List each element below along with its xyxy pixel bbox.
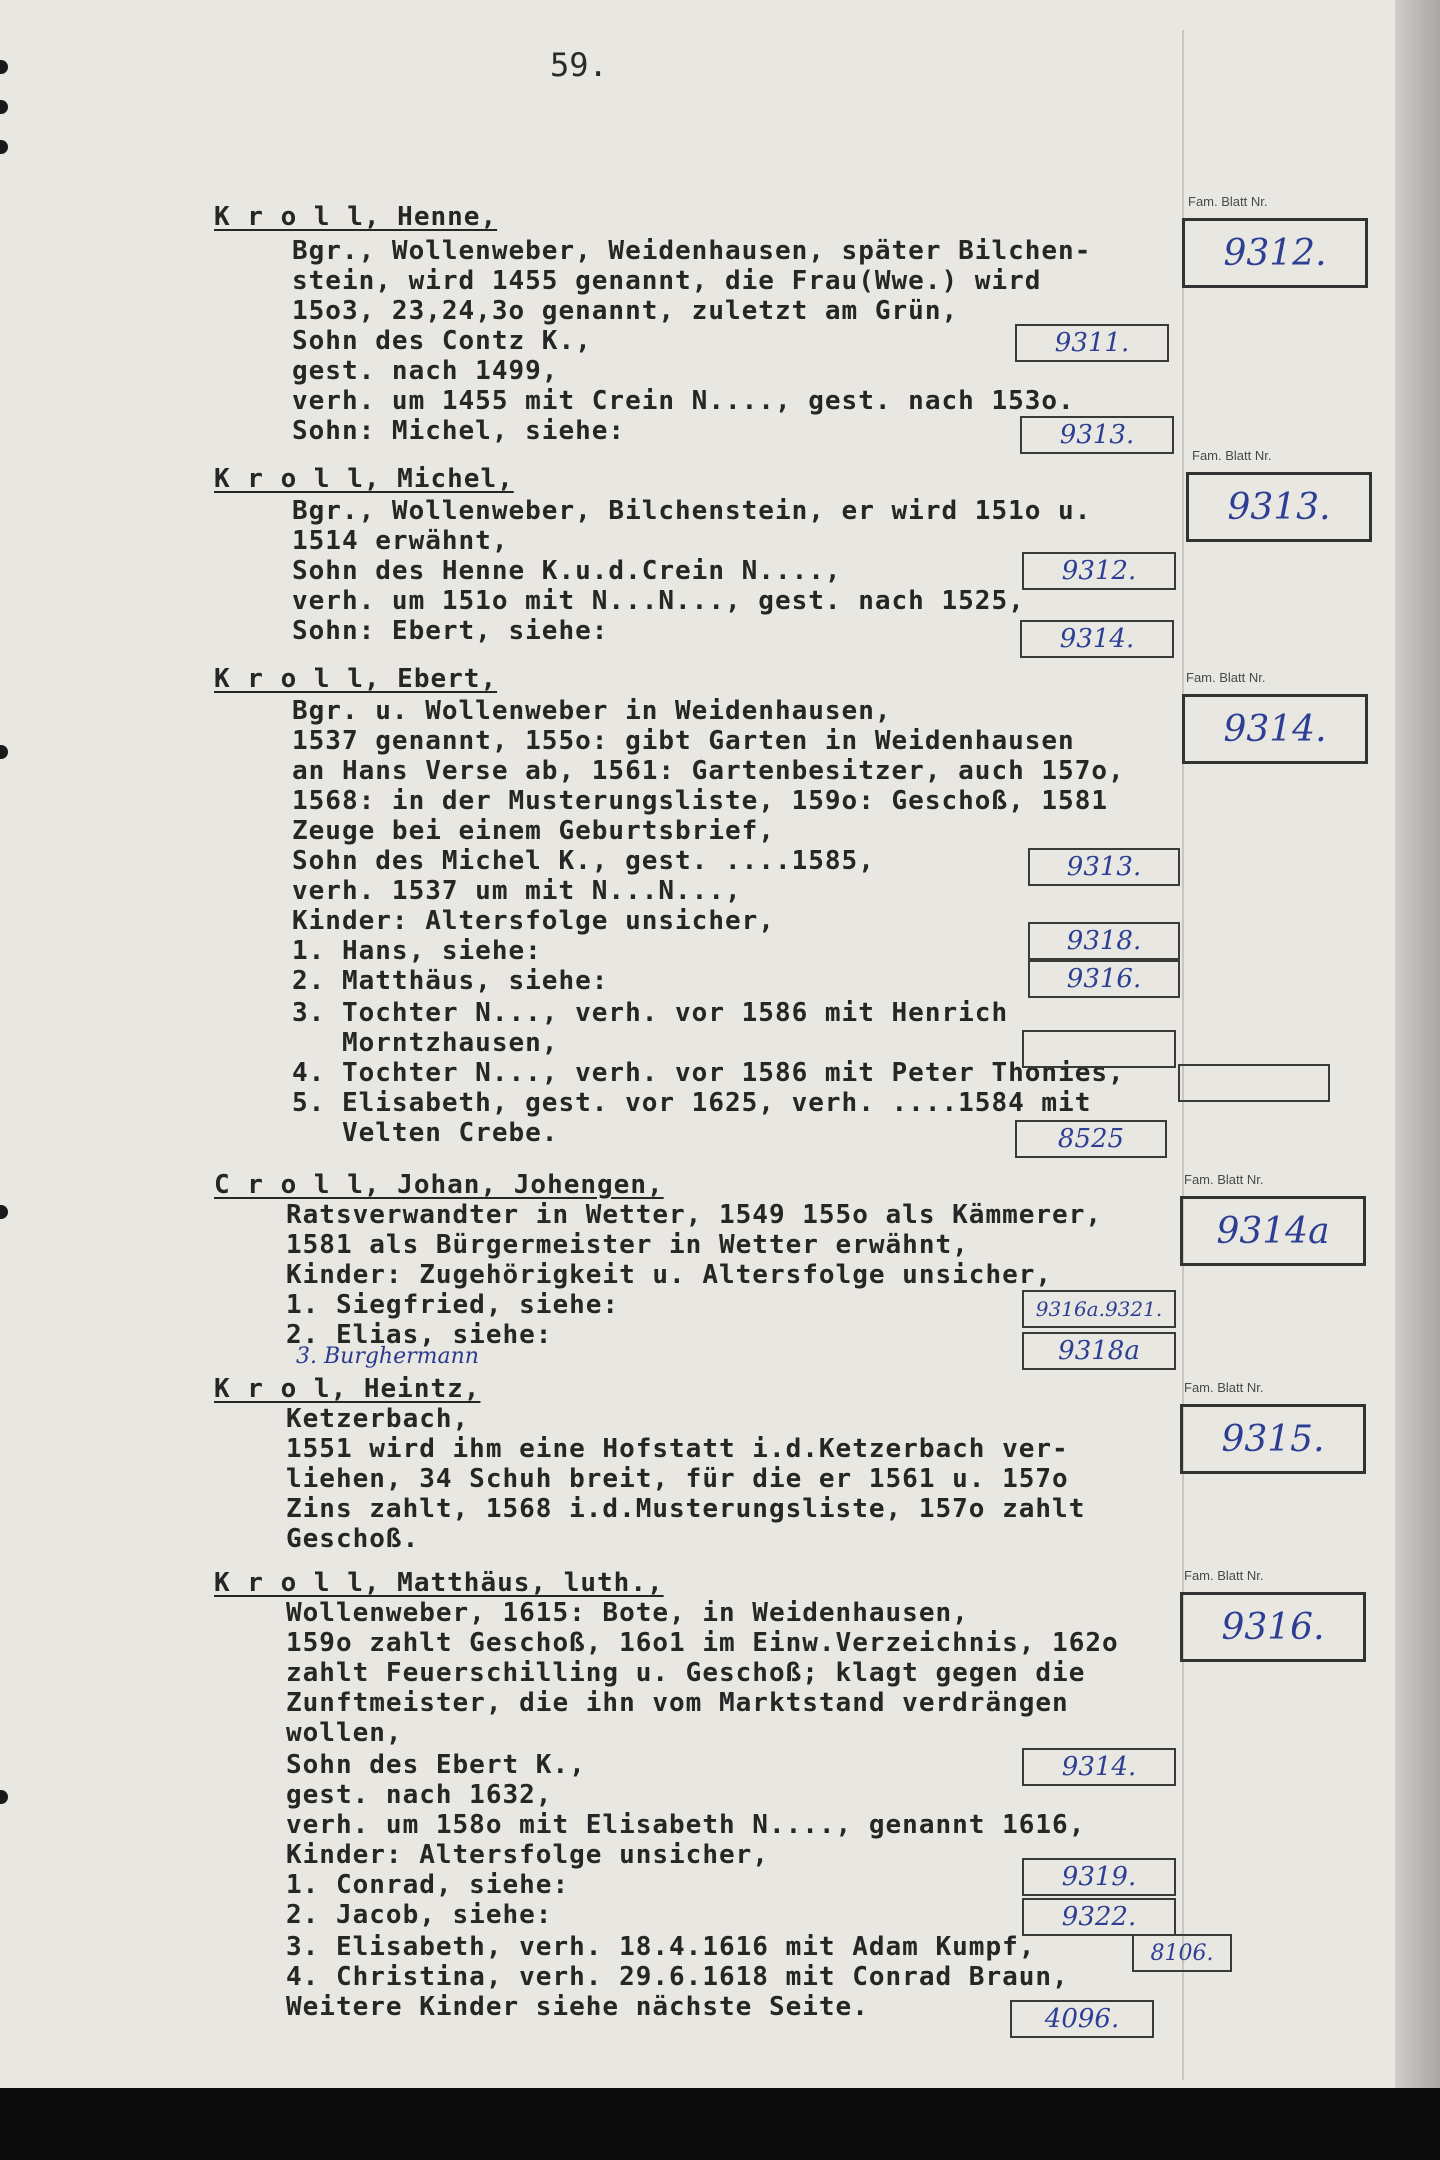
entry-heading: K r o l l, Matthäus, luth., xyxy=(214,1568,664,1598)
fam-label: Fam. Blatt Nr. xyxy=(1188,194,1268,209)
entry-line: 3. Tochter N..., verh. vor 1586 mit Henrich xyxy=(292,998,1009,1028)
punch-hole xyxy=(0,60,8,74)
entry-line: 3. Elisabeth, verh. 18.4.1616 mit Adam Kumpf, xyxy=(286,1932,1036,1962)
entry-line: 1537 genannt, 155o: gibt Garten in Weidenhausen xyxy=(292,726,1075,756)
entry-line: 1. Siegfried, siehe: xyxy=(286,1290,620,1320)
entry-line: Sohn: Ebert, siehe: xyxy=(292,616,609,646)
entry-line: Bgr., Wollenweber, Bilchenstein, er wird 151o u. xyxy=(292,496,1092,526)
ref-box: 9313. xyxy=(1028,848,1180,886)
entry-line: Sohn des Michel K., gest. ....1585, xyxy=(292,846,875,876)
entry-line: liehen, 34 Schuh breit, für die er 1561 u. 157o xyxy=(286,1464,1069,1494)
ref-box: 9318. xyxy=(1028,922,1180,960)
entry-line: 1. Conrad, siehe: xyxy=(286,1870,570,1900)
entry-line: 1581 als Bürgermeister in Wetter erwähnt, xyxy=(286,1230,969,1260)
entry-line: 1. Hans, siehe: xyxy=(292,936,542,966)
ref-box: 9312. xyxy=(1022,552,1176,590)
ref-box: 8525 xyxy=(1015,1120,1167,1158)
entry-line: an Hans Verse ab, 1561: Gartenbesitzer, auch 157o, xyxy=(292,756,1125,786)
entry-line: Kinder: Altersfolge unsicher, xyxy=(286,1840,769,1870)
entry-line: Kinder: Zugehörigkeit u. Altersfolge unsicher, xyxy=(286,1260,1053,1290)
ref-box: 8106. xyxy=(1132,1934,1232,1972)
punch-hole xyxy=(0,100,8,114)
ref-box-empty xyxy=(1022,1030,1176,1068)
entry-line: 2. Matthäus, siehe: xyxy=(292,966,609,996)
fam-number-box: 9315. xyxy=(1180,1404,1366,1474)
fam-label: Fam. Blatt Nr. xyxy=(1186,670,1266,685)
entry-line: Ratsverwandter in Wetter, 1549 155o als Kämmerer, xyxy=(286,1200,1103,1230)
entry-line: gest. nach 1499, xyxy=(292,356,559,386)
fam-label: Fam. Blatt Nr. xyxy=(1184,1380,1264,1395)
punch-hole xyxy=(0,1205,8,1219)
ref-box: 9316. xyxy=(1028,960,1180,998)
entry-line: Zeuge bei einem Geburtsbrief, xyxy=(292,816,775,846)
margin-rule xyxy=(1182,30,1184,2080)
entry-line: wollen, xyxy=(286,1718,403,1748)
entry-line: Kinder: Altersfolge unsicher, xyxy=(292,906,775,936)
scan-edge xyxy=(1395,0,1440,2088)
entry-line: Bgr., Wollenweber, Weidenhausen, später Bilchen- xyxy=(292,236,1092,266)
fam-label: Fam. Blatt Nr. xyxy=(1184,1568,1264,1583)
entry-line: verh. um 158o mit Elisabeth N...., genannt 1616, xyxy=(286,1810,1086,1840)
punch-hole xyxy=(0,140,8,154)
entry-line: Weitere Kinder siehe nächste Seite. xyxy=(286,1992,869,2022)
entry-line: 1551 wird ihm eine Hofstatt i.d.Ketzerbach ver- xyxy=(286,1434,1069,1464)
entry-line: verh. 1537 um mit N...N..., xyxy=(292,876,742,906)
punch-hole xyxy=(0,745,8,759)
entry-line: Velten Crebe. xyxy=(292,1118,559,1148)
fam-label: Fam. Blatt Nr. xyxy=(1192,448,1272,463)
entry-line: Zins zahlt, 1568 i.d.Musterungsliste, 157o zahlt xyxy=(286,1494,1086,1524)
entry-line: 4. Tochter N..., verh. vor 1586 mit Peter Thonies, xyxy=(292,1058,1125,1088)
entry-line: stein, wird 1455 genannt, die Frau(Wwe.) wird xyxy=(292,266,1042,296)
entry-line: 4. Christina, verh. 29.6.1618 mit Conrad Braun, xyxy=(286,1962,1069,1992)
ref-box-empty xyxy=(1178,1064,1330,1102)
punch-hole xyxy=(0,1790,8,1804)
fam-number-box: 9314. xyxy=(1182,694,1368,764)
entry-heading: K r o l l, Henne, xyxy=(214,202,498,232)
entry-line: verh. um 1455 mit Crein N...., gest. nach 153o. xyxy=(292,386,1075,416)
fam-number-box: 9316. xyxy=(1180,1592,1366,1662)
ref-box: 9316a.9321. xyxy=(1022,1290,1176,1328)
entry-heading: K r o l l, Ebert, xyxy=(214,664,498,694)
handwritten-note: 3. Burghermann xyxy=(296,1344,479,1369)
entry-line: gest. nach 1632, xyxy=(286,1780,553,1810)
ref-box: 9314. xyxy=(1022,1748,1176,1786)
scan-border xyxy=(0,2088,1440,2160)
entry-line: verh. um 151o mit N...N..., gest. nach 1525, xyxy=(292,586,1025,616)
ref-box: 9313. xyxy=(1020,416,1174,454)
entry-line: 2. Elias, siehe: xyxy=(286,1320,553,1350)
entry-line: Sohn des Contz K., xyxy=(292,326,592,356)
entry-line: Morntzhausen, xyxy=(292,1028,559,1058)
ref-box: 9311. xyxy=(1015,324,1169,362)
entry-line: 2. Jacob, siehe: xyxy=(286,1900,553,1930)
ref-box: 9318a xyxy=(1022,1332,1176,1370)
entry-line: zahlt Feuerschilling u. Geschoß; klagt gegen die xyxy=(286,1658,1086,1688)
entry-line: Ketzerbach, xyxy=(286,1404,470,1434)
entry-line: Zunftmeister, die ihn vom Marktstand verdrängen xyxy=(286,1688,1069,1718)
ref-box: 9314. xyxy=(1020,620,1174,658)
entry-line: 1514 erwähnt, xyxy=(292,526,509,556)
entry-line: Bgr. u. Wollenweber in Weidenhausen, xyxy=(292,696,892,726)
entry-line: Sohn des Henne K.u.d.Crein N...., xyxy=(292,556,842,586)
entry-line: Sohn des Ebert K., xyxy=(286,1750,586,1780)
ref-box: 4096. xyxy=(1010,2000,1154,2038)
entry-heading: K r o l, Heintz, xyxy=(214,1374,481,1404)
fam-number-box: 9313. xyxy=(1186,472,1372,542)
ref-box: 9322. xyxy=(1022,1898,1176,1936)
entry-line: Sohn: Michel, siehe: xyxy=(292,416,626,446)
entry-line: Wollenweber, 1615: Bote, in Weidenhausen, xyxy=(286,1598,969,1628)
ref-box: 9319. xyxy=(1022,1858,1176,1896)
entry-line: 159o zahlt Geschoß, 16o1 im Einw.Verzeichnis, 162o xyxy=(286,1628,1119,1658)
entry-line: 15o3, 23,24,3o genannt, zuletzt am Grün, xyxy=(292,296,959,326)
entry-line: 5. Elisabeth, gest. vor 1625, verh. ....1584 mit xyxy=(292,1088,1092,1118)
entry-line: Geschoß. xyxy=(286,1524,420,1554)
entry-heading: C r o l l, Johan, Johengen, xyxy=(214,1170,664,1200)
fam-label: Fam. Blatt Nr. xyxy=(1184,1172,1264,1187)
fam-number-box: 9312. xyxy=(1182,218,1368,288)
fam-number-box: 9314a xyxy=(1180,1196,1366,1266)
entry-heading: K r o l l, Michel, xyxy=(214,464,514,494)
page-number: 59. xyxy=(550,46,608,84)
entry-line: 1568: in der Musterungsliste, 159o: Geschoß, 1581 xyxy=(292,786,1109,816)
